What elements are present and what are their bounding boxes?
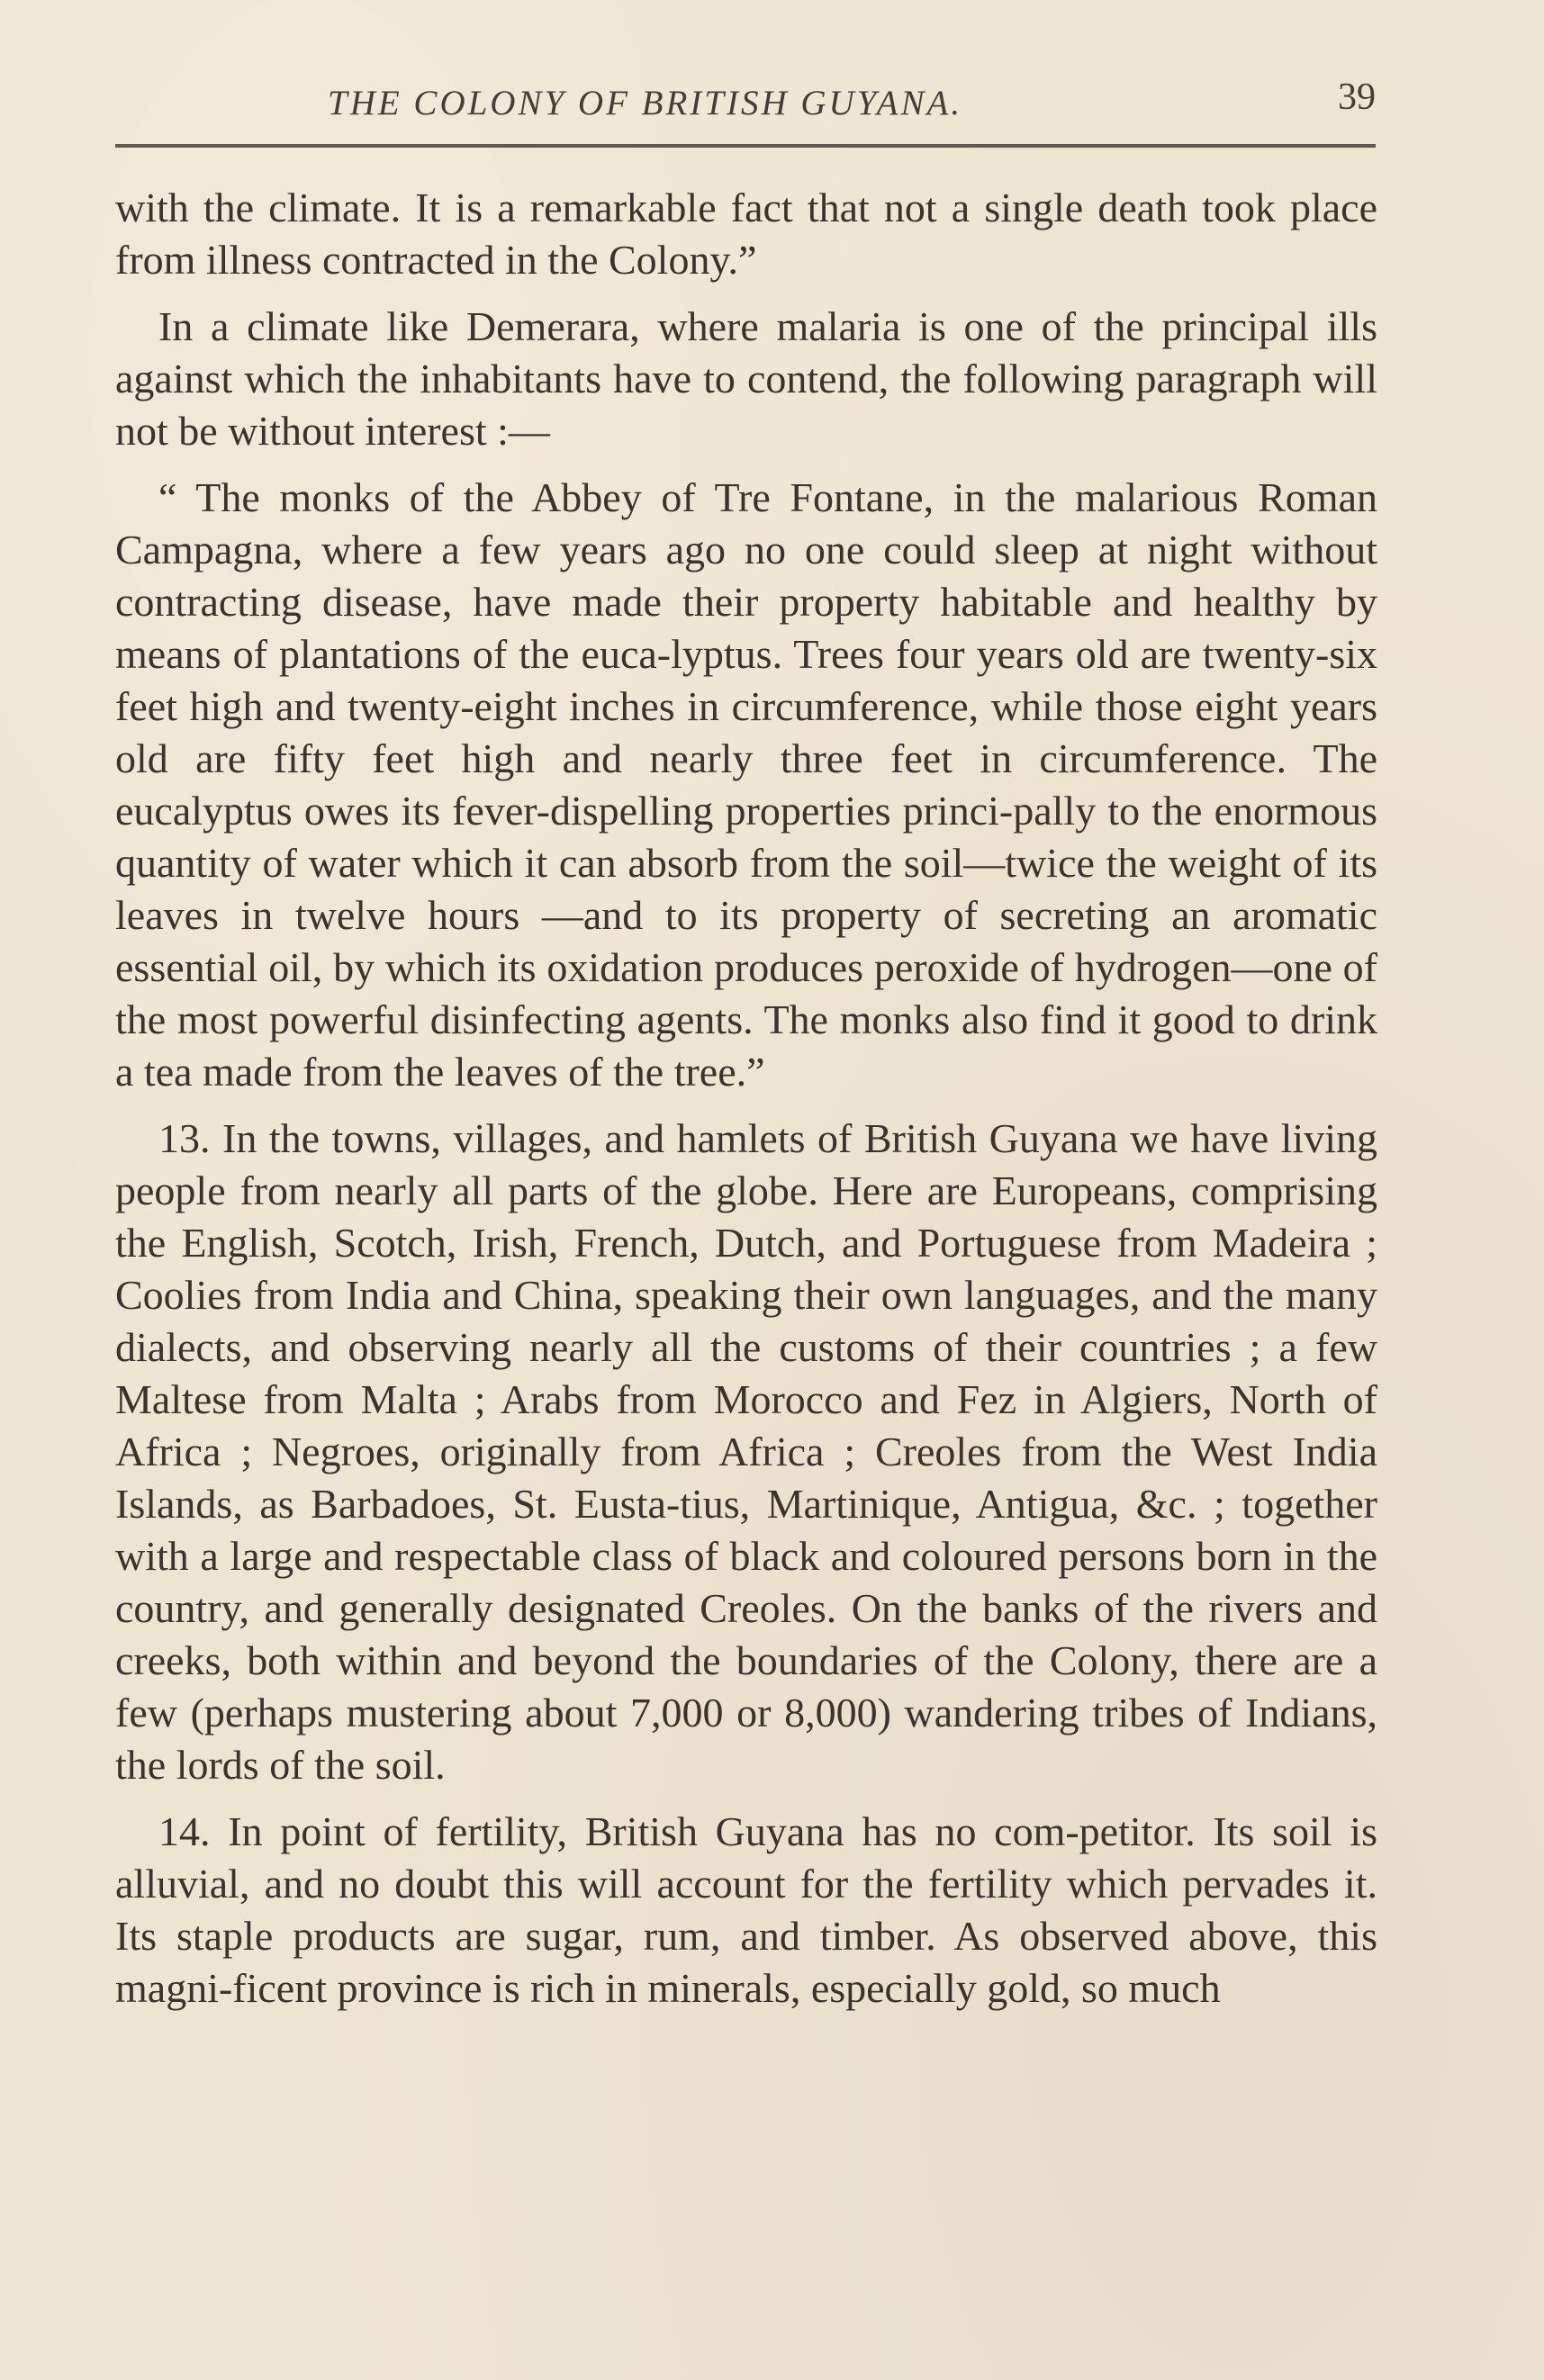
page-number: 39 bbox=[1338, 77, 1376, 118]
header-rule bbox=[115, 144, 1376, 148]
paragraph-quote-eucalyptus: “ The monks of the Abbey of Tre Fontane, in the malarious Roman Campagna, where a few years ago no one could sleep at night without contracting disease, have made their property habitable and healthy by means of plantations of the euca-lyptus. Trees four years old are twenty-six feet high and twenty-eight inches in circumference, while those eight years old are fifty feet high and nearly three feet in circumference. The eucalyptus owes its fever-dispelling properties princi-pally to the enormous quantity of water which it can absorb from the soil—twice the weight of its leaves in twelve hours —and to its property of secreting an aromatic essential oil, by which its oxidation produces peroxide of hydrogen—one of the most powerful disinfecting agents. The monks also find it good to drink a tea made from the leaves of the tree.” bbox=[115, 474, 1377, 1095]
paragraph-continuation: with the climate. It is a remarkable fact that not a single death took place from illness contracted in the Colony.” bbox=[115, 185, 1377, 283]
page-header bbox=[115, 72, 1376, 135]
paragraph-13: 13. In the towns, villages, and hamlets of British Guyana we have living people from nearly all parts of the globe. Here are Europeans, comprising the English, Scotch, Irish, French, Dutch, and Portuguese from Madeira ; Coolies from India and China, speaking their own languages, and the many dialects, and observing nearly all the customs of their countries ; a few Maltese from Malta ; Arabs from Morocco and Fez in Algiers, North of Africa ; Negroes, originally from Africa ; Creoles from the West India Islands, as Barbadoes, St. Eusta-tius, Martinique, Antigua, &c. ; together with a large and respectable class of black and coloured persons born in the country, and generally designated Creoles. On the banks of the rivers and creeks, both within and beyond the boundaries of the Colony, there are a few (perhaps mustering about 7,000 or 8,000) wandering tribes of Indians, the lords of the soil. bbox=[115, 1115, 1377, 1788]
paragraph-14: 14. In point of fertility, British Guyana has no com-petitor. Its soil is alluvial, and no doubt this will account for the fertility which pervades it. Its staple products are sugar, rum, and timber. As observed above, this magni-ficent province is rich in minerals, especially gold, so much bbox=[115, 1808, 1377, 2011]
running-head: THE COLONY OF BRITISH GUYANA. bbox=[328, 84, 963, 122]
page-body bbox=[115, 182, 1377, 2015]
paragraph-malaria: In a climate like Demerara, where malaria is one of the principal ills against which the inhabitants have to contend, the following paragraph will not be without interest :— bbox=[115, 303, 1377, 454]
